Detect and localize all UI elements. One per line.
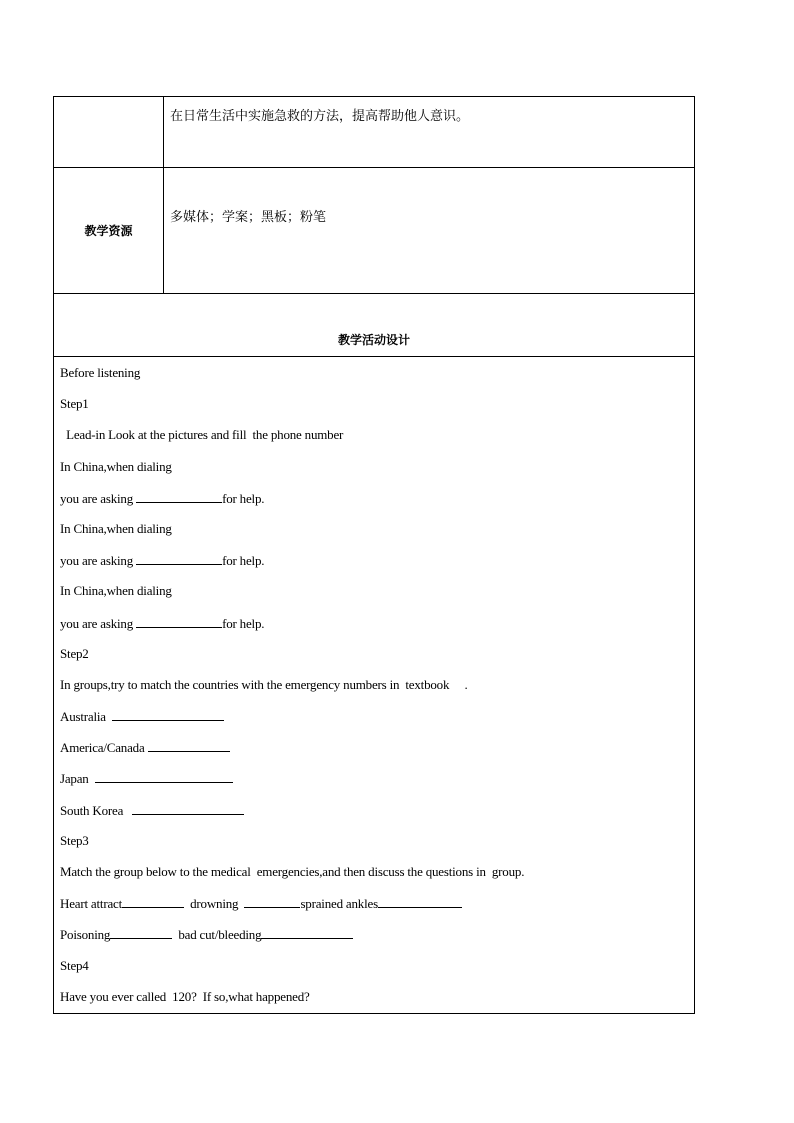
before-listening: Before listening bbox=[60, 365, 141, 380]
goal-label bbox=[54, 97, 164, 167]
resources-row bbox=[54, 168, 694, 294]
answer-blank[interactable] bbox=[261, 926, 353, 939]
ask-text-3a: you are asking bbox=[60, 615, 137, 631]
ask-text-3b: for help. bbox=[222, 615, 265, 631]
poisoning-label: Poisoning bbox=[60, 927, 111, 943]
korea-line bbox=[60, 802, 524, 833]
answer-blank[interactable] bbox=[136, 615, 222, 628]
sprained-label: sprained ankles bbox=[300, 896, 378, 912]
badcut-label: bad cut/bleeding bbox=[172, 927, 262, 943]
heart-label: Heart attract bbox=[60, 896, 122, 912]
answer-blank[interactable] bbox=[244, 895, 300, 908]
activity-row bbox=[54, 357, 694, 1013]
australia-line bbox=[60, 708, 524, 739]
america-label: America/Canada bbox=[60, 740, 148, 756]
answer-blank[interactable] bbox=[378, 895, 462, 908]
ask-line-3 bbox=[60, 615, 524, 646]
answer-blank[interactable] bbox=[136, 552, 222, 565]
japan-label: Japan bbox=[60, 771, 95, 787]
resources-label: 教学资源 bbox=[54, 168, 164, 293]
answer-blank[interactable] bbox=[122, 895, 184, 908]
leadin-text: Lead-in Look at the pictures and fill the phone number bbox=[60, 427, 344, 443]
korea-label: South Korea bbox=[60, 802, 133, 818]
emergency-line-1 bbox=[60, 895, 524, 926]
dial-line-2: In China,when dialing bbox=[60, 520, 172, 536]
japan-line bbox=[60, 770, 524, 801]
emergency-line-2 bbox=[60, 926, 524, 957]
step1-heading: Step1 bbox=[60, 396, 89, 412]
resources-content: 多媒体；学案；黑板；粉笔 bbox=[170, 210, 327, 225]
called-text: Have you ever called 120? If so,what happened? bbox=[60, 988, 310, 1004]
dial-line-3: In China,when dialing bbox=[60, 583, 172, 599]
match-text: Match the group below to the medical emergencies,and then discuss the questions in group. bbox=[60, 864, 525, 879]
answer-blank[interactable] bbox=[95, 770, 233, 783]
america-line bbox=[60, 739, 524, 770]
drowning-label: drowning bbox=[184, 896, 245, 912]
step2-heading: Step2 bbox=[60, 645, 89, 661]
answer-blank[interactable] bbox=[136, 490, 222, 503]
ask-text-2b: for help. bbox=[222, 553, 265, 569]
activity-heading: 教学活动设计 bbox=[337, 333, 410, 347]
groups-text: In groups,try to match the countries with the emergency numbers in textbook . bbox=[60, 676, 468, 692]
australia-label: Australia bbox=[60, 709, 112, 725]
lesson-plan-table bbox=[53, 96, 695, 1014]
goal-row bbox=[54, 97, 694, 168]
ask-text-1b: for help. bbox=[222, 490, 265, 506]
step4-heading: Step4 bbox=[60, 957, 89, 973]
activity-content bbox=[54, 357, 530, 1013]
ask-line-2 bbox=[60, 552, 524, 583]
activity-heading-row bbox=[54, 294, 694, 357]
goal-content: 在日常生活中实施急救的方法，提高帮助他人意识。 bbox=[170, 109, 470, 124]
answer-blank[interactable] bbox=[148, 739, 230, 752]
ask-text-2a: you are asking bbox=[60, 553, 137, 569]
step3-heading: Step3 bbox=[60, 832, 89, 848]
dial-line-1: In China,when dialing bbox=[60, 458, 172, 474]
answer-blank[interactable] bbox=[112, 708, 224, 721]
answer-blank[interactable] bbox=[132, 802, 244, 815]
ask-text-1a: you are asking bbox=[60, 490, 137, 506]
ask-line-1 bbox=[60, 490, 524, 521]
answer-blank[interactable] bbox=[110, 926, 172, 939]
